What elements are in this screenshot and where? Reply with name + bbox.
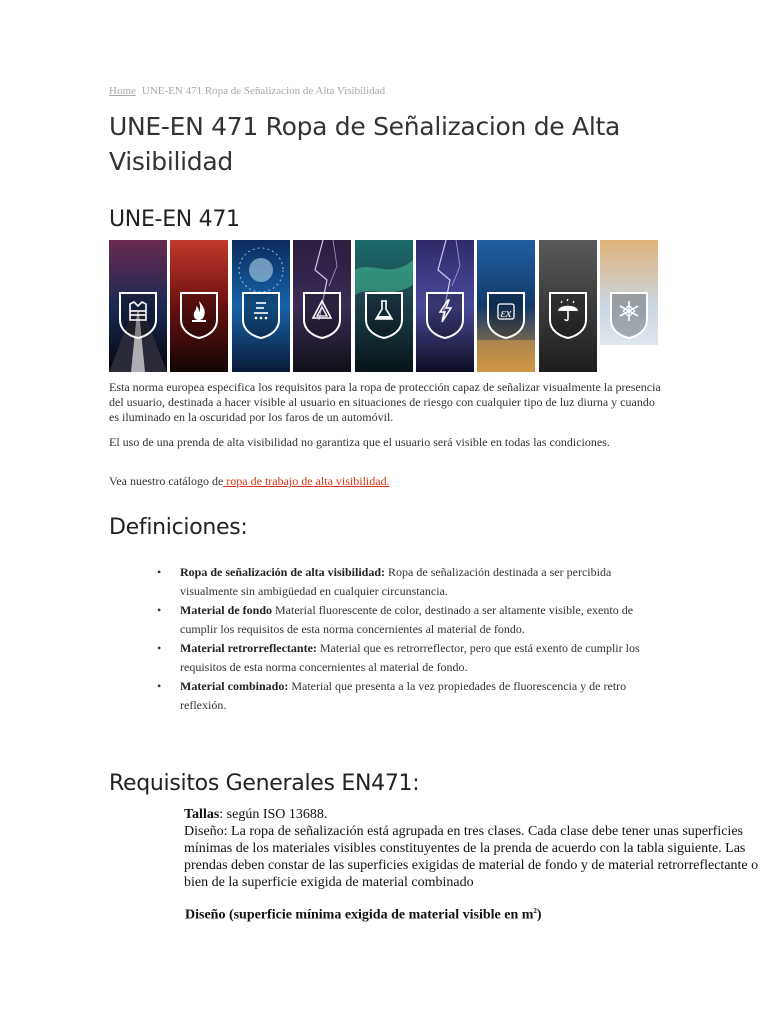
list-item (157, 677, 660, 715)
page-title: UNE-EN 471 Ropa de Señalizacion de Alta Visibilidad (109, 112, 620, 176)
breadcrumb (109, 85, 385, 97)
list-item (157, 639, 660, 677)
section-heading-definitions: Definiciones: (109, 515, 248, 540)
definition-term: Ropa de señalización de alta visibilidad: (180, 565, 386, 579)
breadcrumb-current: UNE-EN 471 Ropa de Señalizacion de Alta Visibilidad (141, 85, 386, 97)
flask-icon (363, 290, 405, 340)
definition-term: Material combinado: (180, 679, 289, 693)
hazard-tile (600, 240, 658, 372)
triangle-hazard-icon (301, 290, 343, 340)
hazard-tile (232, 240, 290, 372)
lightning-icon (424, 290, 466, 340)
diseno-text: Diseño: La ropa de señalización está agrupada en tres clases. Cada clase debe tener unas superficies mínimas de los materiales visibles constituyentes de la prenda de acuerdo con la tabla siguiente. Las prendas deben constar de las superficies exigidas de material de fondo y de material retrorreflectante o bien de la superficie exigida de material combinado (184, 824, 759, 890)
tallas-label: Tallas (184, 807, 220, 822)
definition-text: Material que es retrorreflector, pero que está exento de cumplir los requisitos de esta norma concernientes al material de fondo. (180, 641, 640, 674)
definition-text: Material fluorescente de color, destinado a ser altamente visible, exento de cumplir los requisitos de esta norma concernientes al material de fondo. (180, 603, 634, 636)
tallas-text: : según ISO 13688. (219, 807, 328, 822)
flame-icon (178, 290, 220, 340)
bullet: • (157, 679, 162, 693)
bullet: • (157, 641, 162, 655)
hazard-tile (355, 240, 413, 372)
breadcrumb-home-link[interactable]: Home (109, 85, 136, 97)
diseno-heading-sup: 2 (533, 907, 537, 915)
radiation-cold-icon (240, 290, 282, 340)
definition-term: Material de fondo (180, 603, 272, 617)
definition-term: Material retrorreflectante: (180, 641, 317, 655)
catalog-paragraph (109, 474, 649, 489)
bullet: • (157, 603, 162, 617)
definition-text: Material que presenta a la vez propiedades de fluorescencia y de retro reflexión. (180, 679, 627, 712)
catalog-prefix: Vea nuestro catálogo de (109, 474, 224, 488)
jacket-icon (117, 290, 159, 340)
hazard-tile (170, 240, 228, 372)
snowflake-icon (608, 290, 650, 340)
diseno-heading-text: Diseño (superficie mínima exigida de material visible en m (185, 907, 534, 923)
svg-text:ɛx: ɛx (500, 305, 512, 320)
hazard-tile (416, 240, 474, 372)
section-heading-une: UNE-EN 471 (109, 207, 240, 232)
intro-paragraph: Esta norma europea especifica los requisitos para la ropa de protección capaz de señalizar visualmente la presencia del usuario, destinada a hacer visible al usuario en situaciones de riesgo con cualquier tipo de luz diurna y cuando es iluminado en la oscuridad por los faros de un automóvil. (109, 380, 661, 424)
tallas-line (184, 806, 759, 823)
catalog-link[interactable]: ropa de trabajo de alta visibilidad. (223, 474, 390, 488)
umbrella-icon (547, 290, 589, 340)
hazard-banner (109, 240, 658, 372)
list-item (157, 601, 660, 639)
diseno-heading-close: ) (536, 907, 542, 923)
definitions-list (157, 563, 660, 715)
diseno-heading (185, 903, 685, 924)
definition-text: Ropa de señalización destinada a ser percibida visualmente sin ambigüedad en cualquier circunstancia. (180, 565, 612, 598)
hazard-tile (539, 240, 597, 372)
ex-explosion-icon (485, 290, 527, 340)
hazard-tile (109, 240, 167, 372)
list-item (157, 563, 660, 601)
bullet: • (157, 565, 162, 579)
hazard-tile (477, 240, 535, 372)
visibility-note: El uso de una prenda de alta visibilidad no garantiza que el usuario será visible en todas las condiciones. (109, 435, 610, 449)
section-heading-requirements: Requisitos Generales EN471: (109, 771, 420, 796)
requirements-block (184, 806, 759, 891)
hazard-tile (293, 240, 351, 372)
